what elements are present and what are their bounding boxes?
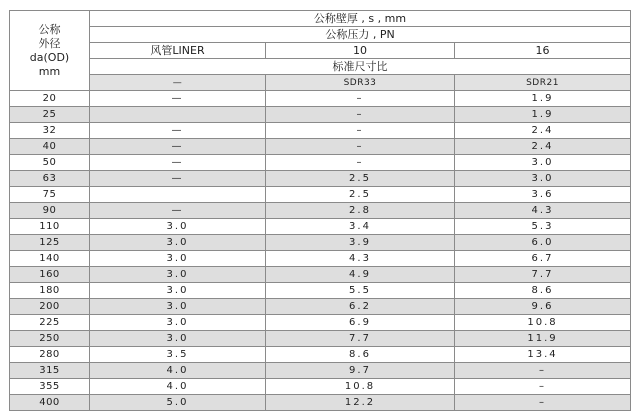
od-cell: 125 [10,235,90,251]
od-cell: 280 [10,347,90,363]
table-row [10,187,631,203]
pn16-cell: 5.3 [455,219,631,235]
liner-cell: — [90,155,266,171]
wall-thickness-title: 公称壁厚 , s , mm [90,11,631,27]
pn16-cell: – [455,363,631,379]
sdr-pn16: SDR21 [455,75,631,91]
od-label-line: 外径 [38,36,61,50]
liner-cell [90,187,266,203]
od-cell: 355 [10,379,90,395]
pn16-cell: 10.8 [455,315,631,331]
pn10-cell: 8.6 [266,347,455,363]
liner-cell: 3.0 [90,235,266,251]
pn10-cell: 2.8 [266,203,455,219]
liner-cell: 3.0 [90,267,266,283]
od-cell: 110 [10,219,90,235]
pn10-cell: 6.2 [266,299,455,315]
pn10-cell: – [266,139,455,155]
liner-cell: 3.0 [90,219,266,235]
liner-cell: — [90,139,266,155]
pn16-cell: 13.4 [455,347,631,363]
pn10-cell: 10.8 [266,379,455,395]
pn16-cell: 2.4 [455,123,631,139]
pn16-cell: 4.3 [455,203,631,219]
table-row [10,363,631,379]
col-header-pn10: 10 [266,43,455,59]
liner-cell: — [90,171,266,187]
pn10-cell: 2.5 [266,187,455,203]
pn10-cell: 7.7 [266,331,455,347]
table-row [10,395,631,411]
pn10-cell: 2.5 [266,171,455,187]
table-row [10,299,631,315]
od-cell: 63 [10,171,90,187]
pn10-cell: 9.7 [266,363,455,379]
table-row [10,267,631,283]
liner-cell: 3.0 [90,331,266,347]
table-row [10,203,631,219]
od-cell: 75 [10,187,90,203]
od-cell: 315 [10,363,90,379]
od-cell: 140 [10,251,90,267]
od-label-line: da(OD) [29,50,70,64]
table-row [10,251,631,267]
od-cell: 25 [10,107,90,123]
table-row [10,379,631,395]
od-cell: 20 [10,91,90,107]
table-row [10,235,631,251]
od-label-line: mm [38,64,61,78]
liner-cell: 3.0 [90,315,266,331]
od-cell: 90 [10,203,90,219]
pn10-cell: 6.9 [266,315,455,331]
sdr-pn10: SDR33 [266,75,455,91]
pn16-cell: – [455,379,631,395]
table-row [10,139,631,155]
pn16-cell: 1.9 [455,107,631,123]
liner-cell [90,107,266,123]
pn16-cell: 3.0 [455,171,631,187]
pn16-cell: 9.6 [455,299,631,315]
pn16-cell: – [455,395,631,411]
pn10-cell: – [266,91,455,107]
pn10-cell: – [266,123,455,139]
table-row [10,91,631,107]
liner-cell: 4.0 [90,379,266,395]
pn16-cell: 6.7 [455,251,631,267]
pipe-spec-table [9,10,631,411]
od-cell: 160 [10,267,90,283]
pn16-cell: 7.7 [455,267,631,283]
od-cell: 180 [10,283,90,299]
table-row [10,123,631,139]
sdr-title: 标准尺寸比 [90,59,631,75]
table-row [10,331,631,347]
pn10-cell: 4.9 [266,267,455,283]
liner-cell: — [90,123,266,139]
table-row [10,107,631,123]
od-cell: 50 [10,155,90,171]
liner-cell: 3.5 [90,347,266,363]
od-cell: 200 [10,299,90,315]
table-row [10,315,631,331]
od-cell: 225 [10,315,90,331]
pn16-cell: 8.6 [455,283,631,299]
table-row [10,219,631,235]
pn16-cell: 3.0 [455,155,631,171]
liner-cell: 5.0 [90,395,266,411]
pipe-spec-table-container [9,10,630,411]
table-row [10,155,631,171]
col-header-liner: 风管LINER [90,43,266,59]
pn10-cell: 3.4 [266,219,455,235]
pn10-cell: 5.5 [266,283,455,299]
liner-cell: 3.0 [90,251,266,267]
liner-cell: — [90,91,266,107]
pn10-cell: – [266,107,455,123]
liner-cell: 4.0 [90,363,266,379]
pn16-cell: 6.0 [455,235,631,251]
pn16-cell: 1.9 [455,91,631,107]
pressure-title: 公称压力 , PN [90,27,631,43]
pn10-cell: 12.2 [266,395,455,411]
col-header-pn16: 16 [455,43,631,59]
table-row [10,347,631,363]
pn10-cell: 3.9 [266,235,455,251]
pn10-cell: 4.3 [266,251,455,267]
od-header [10,11,90,91]
liner-cell: — [90,203,266,219]
od-cell: 250 [10,331,90,347]
pn16-cell: 11.9 [455,331,631,347]
od-label-line: 公称 [38,22,61,36]
od-cell: 40 [10,139,90,155]
od-cell: 32 [10,123,90,139]
od-cell: 400 [10,395,90,411]
table-row [10,283,631,299]
sdr-liner: — [90,75,266,91]
liner-cell: 3.0 [90,283,266,299]
table-row [10,171,631,187]
pn16-cell: 3.6 [455,187,631,203]
liner-cell: 3.0 [90,299,266,315]
pn16-cell: 2.4 [455,139,631,155]
pn10-cell: – [266,155,455,171]
